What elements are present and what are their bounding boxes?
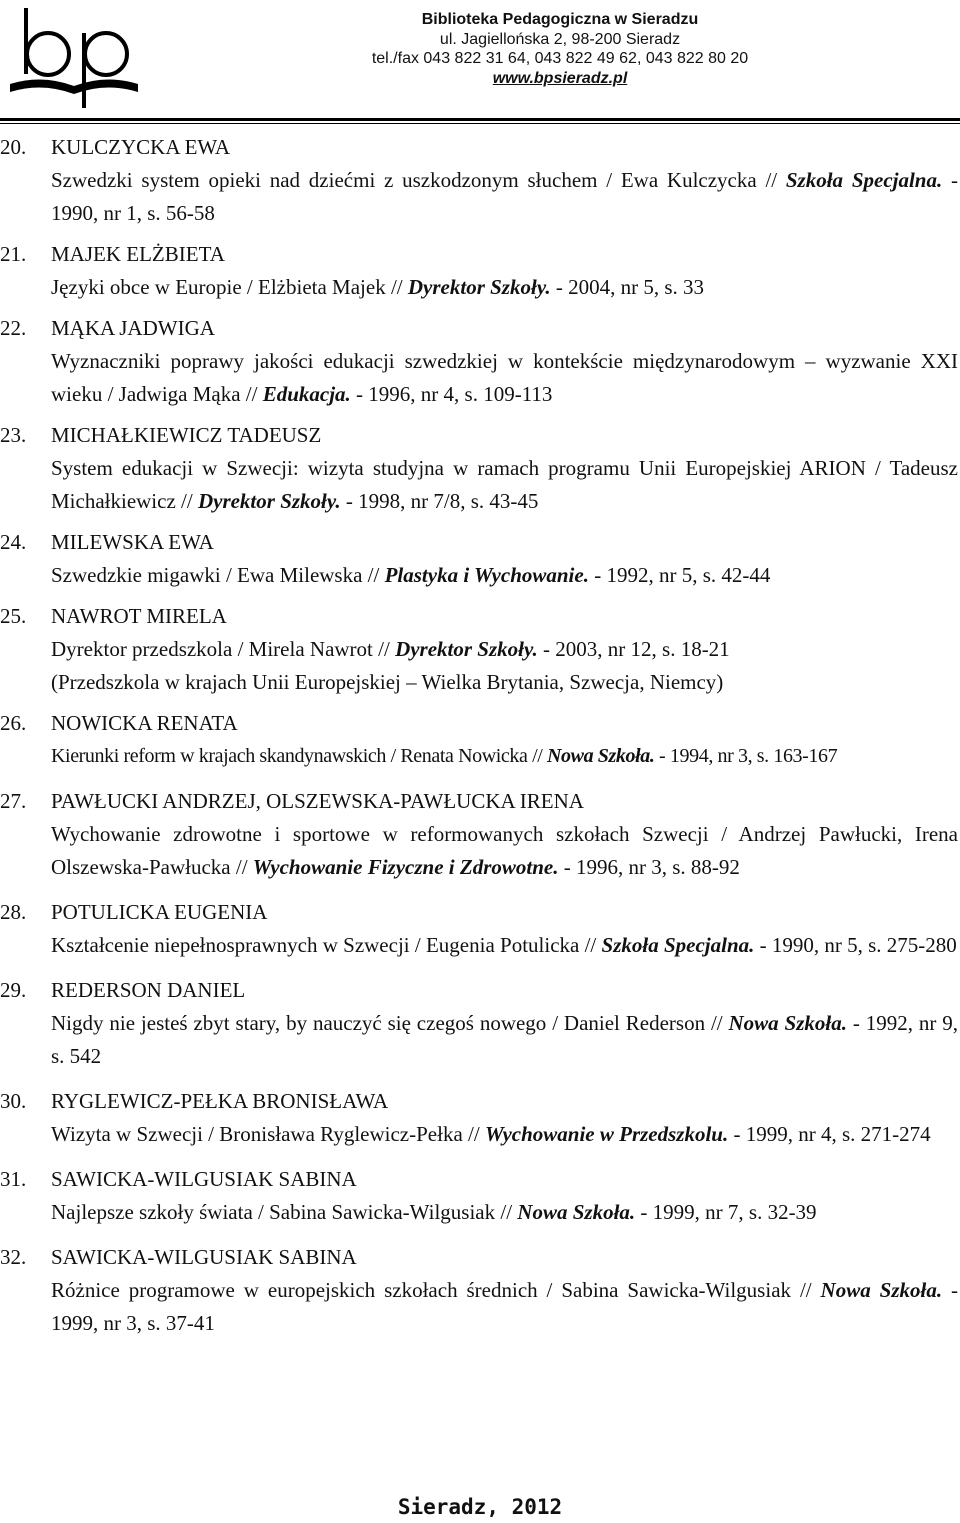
entry-description xyxy=(51,164,960,230)
entry-details: - 1992, nr 9, s. 542 xyxy=(51,1011,958,1068)
list-item xyxy=(0,785,960,884)
institution-address: ul. Jagiellońska 2, 98-200 Sieradz xyxy=(439,30,681,48)
entry-author: SAWICKA-WILGUSIAK SABINA xyxy=(51,1245,357,1269)
entry-author: RYGLEWICZ-PEŁKA BRONISŁAWA xyxy=(51,1089,389,1113)
entry-details: - 1990, nr 5, s. 275-280 xyxy=(754,933,957,957)
entry-description xyxy=(51,633,960,666)
entry-description xyxy=(51,929,960,962)
entry-description xyxy=(51,1196,960,1229)
entry-description xyxy=(51,452,960,518)
list-item xyxy=(0,600,960,699)
entry-title: Wyznaczniki poprawy jakości edukacji szwedzkiej w kontekście międzynarodowym – wyzwanie XXI wieku / Jadwiga Mąka // xyxy=(51,349,958,406)
entry-description xyxy=(51,345,960,411)
entry-details: - 1999, nr 4, s. 271-274 xyxy=(728,1122,931,1146)
institution-phone: tel./fax 043 822 31 64, 043 822 49 62, 043 822 80 20 xyxy=(371,50,749,67)
entry-journal: Nowa Szkoła. xyxy=(517,1200,636,1224)
entry-number: 21. xyxy=(0,242,27,266)
entry-description xyxy=(51,1118,960,1151)
footer-place-date: Sieradz, 2012 xyxy=(397,1495,563,1519)
entry-author: SAWICKA-WILGUSIAK SABINA xyxy=(51,1167,357,1191)
entry-details: - 1996, nr 4, s. 109-113 xyxy=(350,382,553,406)
website-link[interactable]: www.bpsieradz.pl xyxy=(492,69,628,87)
entry-number: 28. xyxy=(0,900,27,924)
entry-title: System edukacji w Szwecji: wizyta studyjna w ramach programu Unii Europejskiej ARION / Tadeusz Michałkiewicz // xyxy=(51,456,958,513)
entry-title: Szwedzkie migawki / Ewa Milewska // xyxy=(51,563,385,587)
entry-details: - 1998, nr 7/8, s. 43-45 xyxy=(340,489,539,513)
entry-author: REDERSON DANIEL xyxy=(51,978,246,1002)
entry-details: - 1992, nr 5, s. 42-44 xyxy=(588,563,771,587)
entry-title: Najlepsze szkoły świata / Sabina Sawicka-Wilgusiak // xyxy=(51,1200,518,1224)
entry-details: - 1990, nr 1, s. 56-58 xyxy=(51,168,958,225)
list-item xyxy=(0,526,960,592)
entry-number: 22. xyxy=(0,316,27,340)
entry-title: Nigdy nie jesteś zbyt stary, by nauczyć się czegoś nowego / Daniel Rederson // xyxy=(51,1011,729,1035)
entry-journal: Dyrektor Szkoły. xyxy=(395,637,538,661)
entry-description xyxy=(51,559,960,592)
list-item xyxy=(0,974,960,1073)
entry-journal: Szkoła Specjalna. xyxy=(785,168,943,192)
entry-title: Wychowanie zdrowotne i sportowe w reformowanych szkołach Szwecji / Andrzej Pawłucki, Irena Olszewska-Pawłucka // xyxy=(51,822,958,879)
entry-author: KULCZYCKA EWA xyxy=(51,135,231,159)
entry-number: 23. xyxy=(0,423,27,447)
entry-journal: Nowa Szkoła. xyxy=(820,1278,943,1302)
entry-journal: Szkoła Specjalna. xyxy=(601,933,755,957)
page-header xyxy=(0,0,960,118)
list-item xyxy=(0,896,960,962)
header-divider-thin xyxy=(0,123,960,124)
entry-number: 32. xyxy=(0,1245,27,1269)
entry-description xyxy=(51,1274,960,1340)
entry-number: 25. xyxy=(0,604,27,628)
entry-details: - 1999, nr 7, s. 32-39 xyxy=(635,1200,817,1224)
entry-description xyxy=(51,271,960,304)
entry-details: - 1996, nr 3, s. 88-92 xyxy=(558,855,740,879)
entry-description xyxy=(51,1007,960,1073)
entry-details: - 1999, nr 3, s. 37-41 xyxy=(51,1278,959,1335)
entry-number: 30. xyxy=(0,1089,27,1113)
entry-details: - 1994, nr 3, s. 163-167 xyxy=(654,745,838,767)
entry-number: 31. xyxy=(0,1167,27,1191)
entry-number: 24. xyxy=(0,530,27,554)
entry-details: - 2004, nr 5, s. 33 xyxy=(550,275,705,299)
entry-title: Różnice programowe w europejskich szkołach średnich / Sabina Sawicka-Wilgusiak // xyxy=(51,1278,821,1302)
list-item xyxy=(0,1241,960,1340)
list-item xyxy=(0,238,960,304)
entry-number: 29. xyxy=(0,978,27,1002)
list-item xyxy=(0,419,960,518)
entry-journal: Plastyka i Wychowanie. xyxy=(384,563,589,587)
entry-journal: Dyrektor Szkoły. xyxy=(407,275,551,299)
library-logo xyxy=(2,2,152,112)
entry-details: - 2003, nr 12, s. 18-21 xyxy=(537,637,730,661)
entry-description xyxy=(51,818,960,884)
list-item xyxy=(0,707,960,773)
entry-author: MĄKA JADWIGA xyxy=(51,316,215,340)
list-item xyxy=(0,312,960,411)
entry-title: Języki obce w Europie / Elżbieta Majek // xyxy=(51,275,408,299)
entry-journal: Nowa Szkoła. xyxy=(728,1011,847,1035)
entry-journal: Wychowanie Fizyczne i Zdrowotne. xyxy=(252,855,559,879)
entry-number: 26. xyxy=(0,711,27,735)
institution-name: Biblioteka Pedagogiczna w Sieradzu xyxy=(421,11,699,28)
entry-title: Szwedzki system opieki nad dziećmi z uszkodzonym słuchem / Ewa Kulczycka // xyxy=(51,168,786,192)
entry-description xyxy=(51,740,960,773)
entry-author: POTULICKA EUGENIA xyxy=(51,900,268,924)
entry-author: PAWŁUCKI ANDRZEJ, OLSZEWSKA-PAWŁUCKA IRENA xyxy=(51,789,584,813)
entry-title: Wizyta w Szwecji / Bronisława Ryglewicz-Pełka // xyxy=(51,1122,485,1146)
entry-journal: Edukacja. xyxy=(262,382,351,406)
bibliography-list xyxy=(0,131,960,1340)
entry-title: Dyrektor przedszkola / Mirela Nawrot // xyxy=(51,637,396,661)
list-item xyxy=(0,1085,960,1151)
entry-number: 20. xyxy=(0,135,27,159)
list-item xyxy=(0,131,960,230)
entry-author: MILEWSKA EWA xyxy=(51,530,214,554)
entry-title: Kształcenie niepełnosprawnych w Szwecji / Eugenia Potulicka // xyxy=(51,933,602,957)
header-divider xyxy=(0,118,960,121)
entry-journal: Nowa Szkoła. xyxy=(547,745,655,767)
entry-journal: Wychowanie w Przedszkolu. xyxy=(484,1122,729,1146)
institution-info xyxy=(360,10,760,88)
entry-title: Kierunki reform w krajach skandynawskich / Renata Nowicka // xyxy=(51,745,547,767)
entry-author: MICHAŁKIEWICZ TADEUSZ xyxy=(51,423,322,447)
entry-number: 27. xyxy=(0,789,27,813)
list-item xyxy=(0,1163,960,1229)
entry-author: MAJEK ELŻBIETA xyxy=(51,242,225,266)
entry-author: NOWICKA RENATA xyxy=(51,711,238,735)
entry-journal: Dyrektor Szkoły. xyxy=(197,489,341,513)
entry-note: (Przedszkola w krajach Unii Europejskiej – Wielka Brytania, Szwecja, Niemcy) xyxy=(51,670,724,694)
entry-author: NAWROT MIRELA xyxy=(51,604,227,628)
